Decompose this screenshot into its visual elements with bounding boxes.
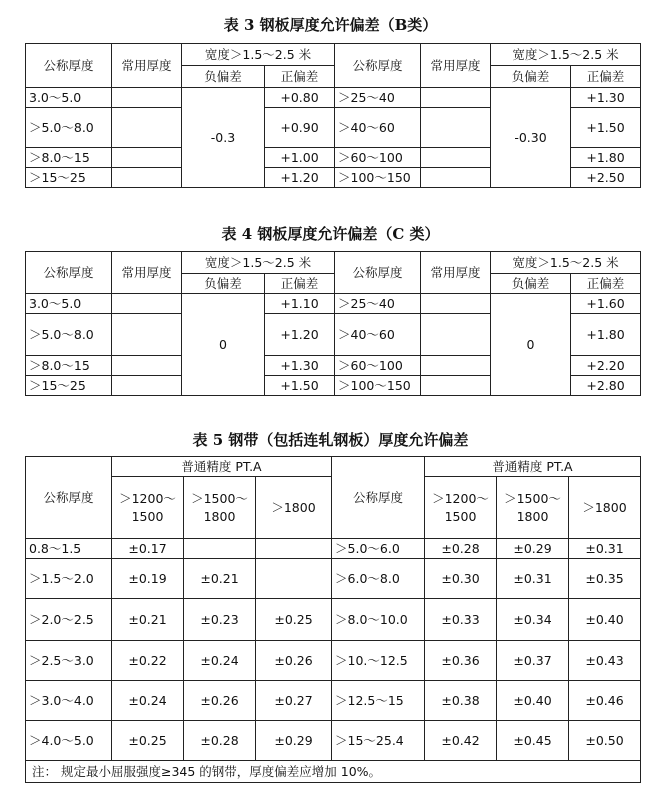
table5-thickness-right: ＞15～25.4 xyxy=(332,721,425,761)
table5-value: ±0.24 xyxy=(112,681,184,721)
table3-neg-value-right: -0.30 xyxy=(491,88,571,188)
table5-value-right: ±0.37 xyxy=(497,641,569,681)
table3-thickness: ＞5.0～8.0 xyxy=(26,108,112,148)
table-row xyxy=(26,539,641,559)
table3-neg-value: -0.3 xyxy=(182,88,265,188)
table5-value: ±0.29 xyxy=(256,721,332,761)
table5-value: ±0.25 xyxy=(256,599,332,641)
table3-header-width-right: 宽度＞1.5～2.5 米 xyxy=(491,44,641,66)
table3-thickness-right: ＞25～40 xyxy=(335,88,421,108)
table4-thickness: 3.0～5.0 xyxy=(26,294,112,314)
table4-common-cell xyxy=(112,376,182,396)
table4-header-nominal: 公称厚度 xyxy=(26,252,112,294)
table4-pos-value-right: +2.20 xyxy=(571,356,641,376)
table5-header-width-1200-1500: ＞1200～1500 xyxy=(112,477,184,539)
table4-pos-value: +1.50 xyxy=(265,376,335,396)
table5-value xyxy=(256,559,332,599)
table-row xyxy=(26,294,641,314)
table5-header-width-1800-right: ＞1800 xyxy=(569,477,641,539)
table5-value-right: ±0.36 xyxy=(425,641,497,681)
table-row xyxy=(26,681,641,721)
table4-pos-value: +1.30 xyxy=(265,356,335,376)
table5-thickness: ＞2.5～3.0 xyxy=(26,641,112,681)
table4-common-cell xyxy=(112,356,182,376)
table4-thickness-right: ＞25～40 xyxy=(335,294,421,314)
table3-common-cell-right xyxy=(421,88,491,108)
table3 xyxy=(25,43,641,188)
table-row xyxy=(26,641,641,681)
table5-value-right: ±0.31 xyxy=(497,559,569,599)
table3-pos-value-right: +2.50 xyxy=(571,168,641,188)
table4-common-cell-right xyxy=(421,356,491,376)
table5-value xyxy=(184,539,256,559)
table5-value-right: ±0.40 xyxy=(497,681,569,721)
table4-pos-value: +1.10 xyxy=(265,294,335,314)
table3-common-cell xyxy=(112,168,182,188)
table-row xyxy=(26,88,641,108)
table3-header-pos-right: 正偏差 xyxy=(571,66,641,88)
table4-common-cell-right xyxy=(421,314,491,356)
table4-pos-value: +1.20 xyxy=(265,314,335,356)
table5 xyxy=(25,456,641,783)
table5-value-right: ±0.50 xyxy=(569,721,641,761)
table3-header-pos: 正偏差 xyxy=(265,66,335,88)
table3-thickness: 3.0～5.0 xyxy=(26,88,112,108)
table5-value-right: ±0.38 xyxy=(425,681,497,721)
table5-header-width-1200-1500-right: ＞1200～1500 xyxy=(425,477,497,539)
table3-pos-value: +0.80 xyxy=(265,88,335,108)
table4-caption: 表 4 钢板厚度允许偏差（C 类） xyxy=(221,225,440,243)
table5-value: ±0.25 xyxy=(112,721,184,761)
table5-header-precision-right: 普通精度 PT.A xyxy=(425,457,641,477)
table5-value: ±0.23 xyxy=(184,599,256,641)
table5-value-right: ±0.45 xyxy=(497,721,569,761)
table3-common-cell xyxy=(112,148,182,168)
table5-value-right: ±0.43 xyxy=(569,641,641,681)
table4-header-pos: 正偏差 xyxy=(265,274,335,294)
table4-header-neg: 负偏差 xyxy=(182,274,265,294)
table5-value-right: ±0.31 xyxy=(569,539,641,559)
table5-thickness: ＞4.0～5.0 xyxy=(26,721,112,761)
table3-header-width: 宽度＞1.5～2.5 米 xyxy=(182,44,335,66)
table5-value-right: ±0.40 xyxy=(569,599,641,641)
table3-header-common: 常用厚度 xyxy=(112,44,182,88)
table3-header-nominal: 公称厚度 xyxy=(26,44,112,88)
table5-value: ±0.22 xyxy=(112,641,184,681)
table5-value: ±0.19 xyxy=(112,559,184,599)
table5-value: ±0.28 xyxy=(184,721,256,761)
table5-header-nominal-right: 公称厚度 xyxy=(332,457,425,539)
table5-thickness: 0.8～1.5 xyxy=(26,539,112,559)
table5-thickness-right: ＞8.0～10.0 xyxy=(332,599,425,641)
table5-value: ±0.21 xyxy=(184,559,256,599)
table3-thickness-right: ＞60～100 xyxy=(335,148,421,168)
table3-caption: 表 3 钢板厚度允许偏差（B类） xyxy=(223,16,438,34)
table4-thickness: ＞15～25 xyxy=(26,376,112,396)
table4-common-cell xyxy=(112,314,182,356)
table5-value-right: ±0.46 xyxy=(569,681,641,721)
table5-thickness-right: ＞10.～12.5 xyxy=(332,641,425,681)
table4-neg-value: 0 xyxy=(182,294,265,396)
table5-value: ±0.27 xyxy=(256,681,332,721)
table4-pos-value-right: +1.60 xyxy=(571,294,641,314)
table5-value: ±0.21 xyxy=(112,599,184,641)
table4-header-width-right: 宽度＞1.5～2.5 米 xyxy=(491,252,641,274)
table4-pos-value-right: +2.80 xyxy=(571,376,641,396)
table4-thickness-right: ＞40～60 xyxy=(335,314,421,356)
table5-value-right: ±0.34 xyxy=(497,599,569,641)
table5-value-right: ±0.28 xyxy=(425,539,497,559)
table3-header-common-right: 常用厚度 xyxy=(421,44,491,88)
table5-value: ±0.26 xyxy=(184,681,256,721)
table3-header-neg-right: 负偏差 xyxy=(491,66,571,88)
table4-header-common-right: 常用厚度 xyxy=(421,252,491,294)
table4 xyxy=(25,251,641,396)
table5-thickness-right: ＞5.0～6.0 xyxy=(332,539,425,559)
table5-header-width-1800: ＞1800 xyxy=(256,477,332,539)
table5-header-nominal: 公称厚度 xyxy=(26,457,112,539)
table3-thickness: ＞15～25 xyxy=(26,168,112,188)
table5-thickness: ＞3.0～4.0 xyxy=(26,681,112,721)
table5-value-right: ±0.33 xyxy=(425,599,497,641)
table4-common-cell-right xyxy=(421,294,491,314)
table3-thickness-right: ＞100～150 xyxy=(335,168,421,188)
table3-pos-value-right: +1.30 xyxy=(571,88,641,108)
table5-value: ±0.17 xyxy=(112,539,184,559)
table3-pos-value-right: +1.80 xyxy=(571,148,641,168)
table5-header-precision: 普通精度 PT.A xyxy=(112,457,332,477)
table3-pos-value: +1.00 xyxy=(265,148,335,168)
table5-value-right: ±0.29 xyxy=(497,539,569,559)
table3-common-cell-right xyxy=(421,168,491,188)
table5-thickness: ＞1.5～2.0 xyxy=(26,559,112,599)
table3-thickness: ＞8.0～15 xyxy=(26,148,112,168)
table4-header-common: 常用厚度 xyxy=(112,252,182,294)
table4-common-cell xyxy=(112,294,182,314)
table3-thickness-right: ＞40～60 xyxy=(335,108,421,148)
table5-value: ±0.24 xyxy=(184,641,256,681)
table5-thickness-right: ＞6.0～8.0 xyxy=(332,559,425,599)
table5-value-right: ±0.35 xyxy=(569,559,641,599)
table3-pos-value: +0.90 xyxy=(265,108,335,148)
table5-value: ±0.26 xyxy=(256,641,332,681)
table-row xyxy=(26,721,641,761)
table5-value xyxy=(256,539,332,559)
table5-value-right: ±0.42 xyxy=(425,721,497,761)
table-row xyxy=(26,559,641,599)
table5-header-width-1500-1800-right: ＞1500～1800 xyxy=(497,477,569,539)
table3-common-cell-right xyxy=(421,148,491,168)
table-row xyxy=(26,599,641,641)
table4-thickness-right: ＞100～150 xyxy=(335,376,421,396)
table5-thickness: ＞2.0～2.5 xyxy=(26,599,112,641)
table5-note: 注： 规定最小屈服强度≥345 的钢带，厚度偏差应增加 10%。 xyxy=(26,761,641,783)
table4-thickness-right: ＞60～100 xyxy=(335,356,421,376)
table5-value-right: ±0.30 xyxy=(425,559,497,599)
table4-thickness: ＞8.0～15 xyxy=(26,356,112,376)
table3-pos-value: +1.20 xyxy=(265,168,335,188)
table4-header-nominal-right: 公称厚度 xyxy=(335,252,421,294)
table4-header-neg-right: 负偏差 xyxy=(491,274,571,294)
table3-pos-value-right: +1.50 xyxy=(571,108,641,148)
table4-header-width: 宽度＞1.5～2.5 米 xyxy=(182,252,335,274)
table4-common-cell-right xyxy=(421,376,491,396)
table3-header-nominal-right: 公称厚度 xyxy=(335,44,421,88)
table4-pos-value-right: +1.80 xyxy=(571,314,641,356)
table4-thickness: ＞5.0～8.0 xyxy=(26,314,112,356)
table5-caption: 表 5 钢带（包括连轧钢板）厚度允许偏差 xyxy=(192,431,469,449)
table3-common-cell-right xyxy=(421,108,491,148)
table5-thickness-right: ＞12.5～15 xyxy=(332,681,425,721)
table4-neg-value-right: 0 xyxy=(491,294,571,396)
table3-common-cell xyxy=(112,88,182,108)
table3-common-cell xyxy=(112,108,182,148)
table5-header-width-1500-1800: ＞1500～1800 xyxy=(184,477,256,539)
table3-header-neg: 负偏差 xyxy=(182,66,265,88)
table4-header-pos-right: 正偏差 xyxy=(571,274,641,294)
